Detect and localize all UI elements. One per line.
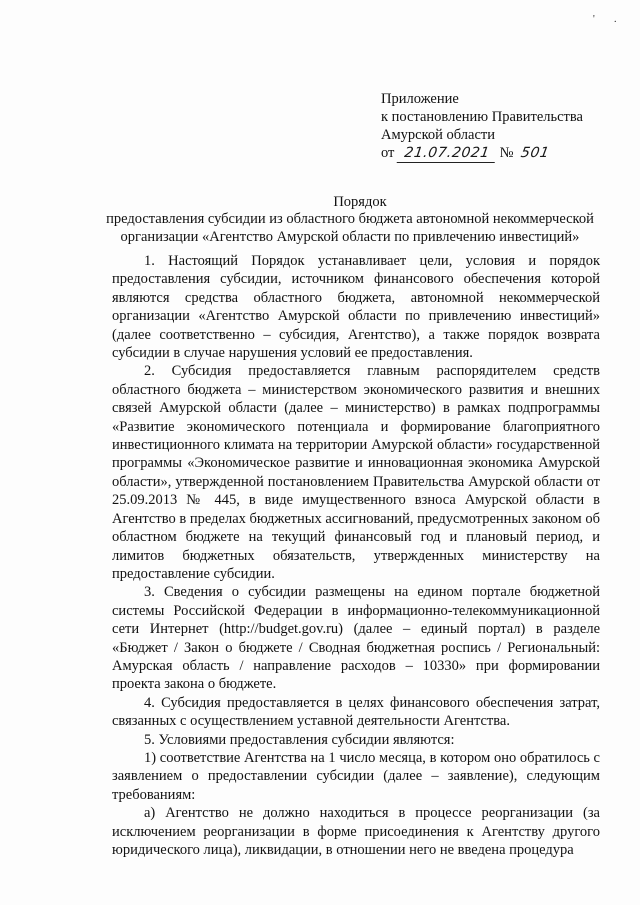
appendix-region-line: Амурской области	[381, 127, 495, 143]
paragraph-5-1: 1) соответствие Агентства на 1 число месяца, в котором оно обратилось с заявлением о предоставлении субсидии (далее – заявление), следующим требованиям:	[112, 749, 600, 803]
number-prefix: №	[499, 145, 514, 161]
handwritten-number: 501	[519, 145, 551, 161]
header-mark: '	[593, 14, 595, 25]
paragraph-5-1-a: а) Агентство не должно находиться в процессе реорганизации (за исключением реорганизации в форме присоединения к Агентству другого юридического лица), ликвидации, в отношении него не введена процедура	[112, 805, 600, 858]
appendix-label: Приложение	[381, 91, 459, 107]
appendix-resolution-line: к постановлению Правительства	[381, 109, 583, 125]
document-title: Порядок	[333, 194, 387, 210]
document-subtitle: предоставления субсидии из областного бюджета автономной некоммерческой организации «Агентство Амурской области по привлечению инвестиций»	[106, 211, 594, 245]
paragraph-3: 3. Сведения о субсидии размещены на едином портале бюджетной системы Российской Федерации в информационно-телекоммуникационной сети Интернет (http://budget.gov.ru) (далее – единый портал) в разделе «Бюджет / Закон о бюджете / Сводная бюджетная роспись / Региональный: Амурская область / направление расходов – 10330» при формировании проекта закона о бюджете.	[112, 584, 600, 693]
appendix-date-line	[381, 144, 583, 163]
paragraph-4: 4. Субсидия предоставляется в целях финансового обеспечения затрат, связанных с осуществлением уставной деятельности Агентства.	[112, 694, 600, 730]
handwritten-date: 21.07.2021	[397, 144, 498, 163]
paragraph-1: 1. Настоящий Порядок устанавливает цели, условия и порядок предоставления субсидии, источником финансового обеспечения которой являются средства областного бюджета, автономной некоммерческой организации «Агентство Амурской области по привлечению инвестиций» (далее соответственно – субсидия, Агентство), а также порядок возврата субсидии в случае нарушения условий ее предоставления.	[112, 253, 600, 362]
document-body	[112, 252, 600, 859]
paragraph-2: 2. Субсидия предоставляется главным распорядителем средств областного бюджета – министерством экономического развития и внешних связей Амурской области (далее – министерство) в рамках подпрограммы «Развитие экономического потенциала и формирование благоприятного инвестиционного климата на территории Амурской области» государственной программы «Экономическое развитие и инновационная экономика Амурской области», утвержденной постановлением Правительства Амурской области от 25.09.2013 № 445, в виде имущественного взноса Амурской области в Агентство в пределах бюджетных ассигнований, предусмотренных законом об областном бюджете на текущий финансовый год и плановый период, и лимитов бюджетных обязательств, утвержденных министерству на предоставление субсидии.	[112, 363, 600, 582]
date-prefix: от	[381, 145, 395, 161]
paragraph-5: 5. Условиями предоставления субсидии являются:	[144, 731, 455, 748]
header-mark: .	[614, 14, 617, 25]
appendix-block	[381, 90, 583, 163]
